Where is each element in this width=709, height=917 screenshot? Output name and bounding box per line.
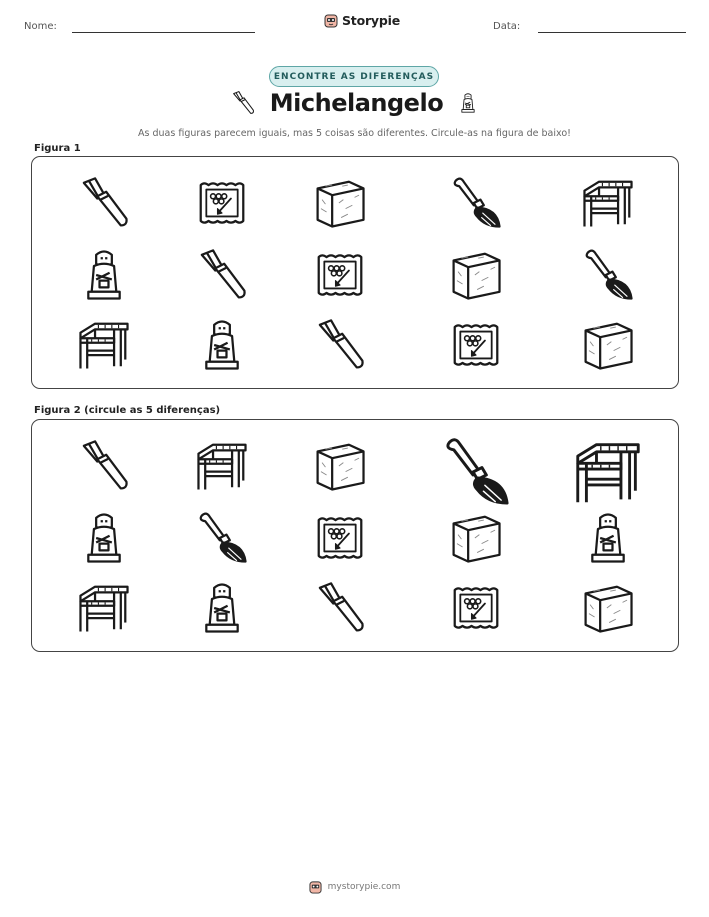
fresco-icon[interactable] [312,247,368,303]
figure2-panel [31,419,679,652]
chisel-icon[interactable] [76,438,132,494]
scaffold-icon[interactable] [194,438,250,494]
statue-icon[interactable] [194,580,250,636]
chisel-icon [230,90,256,116]
marble-block-icon[interactable] [448,510,504,566]
activity-badge: ENCONTRE AS DIFERENÇAS [269,66,439,87]
paintbrush-icon[interactable] [194,510,250,566]
statue-icon[interactable] [194,317,250,373]
name-label: Nome: [24,21,57,32]
page-title: Michelangelo [269,89,444,117]
footer [0,880,709,894]
figure1-label: Figura 1 [34,143,81,154]
paintbrush-icon[interactable] [439,435,513,509]
scaffold-icon[interactable] [580,175,636,231]
name-line[interactable] [72,32,255,33]
figure2-label: Figura 2 (circule as 5 diferenças) [34,405,221,416]
date-label: Data: [493,21,521,32]
brand-name: Storypie [342,13,400,28]
date-line[interactable] [538,32,686,33]
figure1-panel [31,156,679,389]
instructions: As duas figuras parecem iguais, mas 5 coisas são diferentes. Circule-as na figura de baixo! [138,128,571,139]
marble-block-icon[interactable] [312,175,368,231]
statue-icon[interactable] [76,247,132,303]
chisel-icon[interactable] [194,247,250,303]
statue-icon[interactable] [76,510,132,566]
chisel-icon[interactable] [76,175,132,231]
footer-site: mystorypie.com [327,882,401,892]
fresco-icon[interactable] [194,175,250,231]
fresco-icon[interactable] [448,580,504,636]
fresco-icon[interactable] [448,317,504,373]
storypie-mascot-icon [324,13,338,28]
marble-block-icon[interactable] [448,247,504,303]
statue-icon[interactable] [580,510,636,566]
scaffold-icon[interactable] [76,317,132,373]
title-row [0,88,709,118]
chisel-icon[interactable] [312,580,368,636]
brand-logo [324,13,400,28]
chisel-icon[interactable] [312,317,368,373]
paintbrush-icon[interactable] [448,175,504,231]
scaffold-icon[interactable] [76,580,132,636]
statue-icon [457,88,479,118]
fresco-icon[interactable] [312,510,368,566]
scaffold-icon[interactable] [572,436,644,508]
marble-block-icon[interactable] [312,438,368,494]
marble-block-icon[interactable] [580,317,636,373]
storypie-mascot-icon [309,880,322,894]
marble-block-icon[interactable] [580,580,636,636]
paintbrush-icon[interactable] [580,247,636,303]
